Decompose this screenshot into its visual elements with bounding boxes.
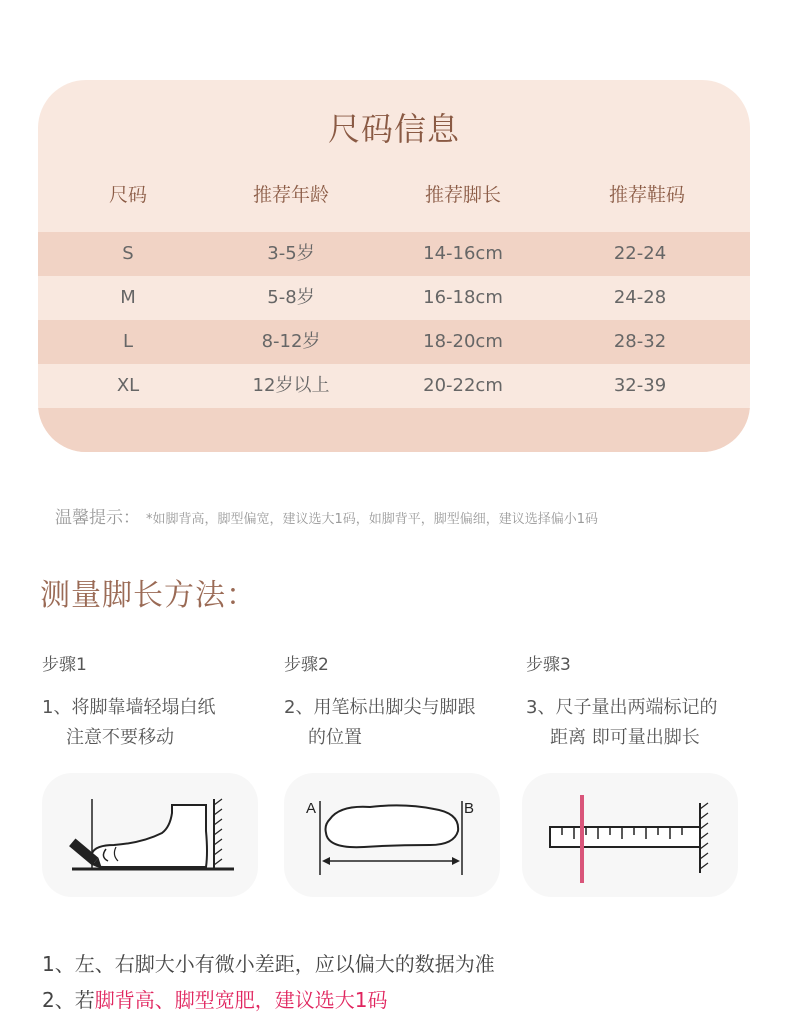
tip-label: 温馨提示：	[55, 508, 140, 528]
cell-shoe-size: 28-32	[613, 331, 667, 352]
cell-age: 3-5岁	[267, 243, 315, 264]
illustration-footprint	[284, 773, 500, 897]
illustration-foot-wall	[42, 773, 258, 897]
cell-size: L	[122, 331, 134, 352]
cell-size: S	[122, 243, 134, 264]
cell-age: 8-12岁	[261, 331, 321, 352]
table-row	[38, 232, 750, 276]
step-line-1: 3、尺子量出两端标记的	[526, 697, 718, 718]
cell-foot-length: 14-16cm	[423, 243, 503, 264]
table-row	[38, 320, 750, 364]
cell-shoe-size: 32-39	[613, 375, 667, 396]
illustration-ruler	[522, 773, 738, 897]
step-line-2: 的位置	[308, 727, 362, 748]
header-size: 尺码	[108, 184, 148, 206]
cell-size: M	[120, 287, 136, 308]
marker-a: A	[306, 800, 317, 817]
cell-age: 12岁以上	[252, 375, 330, 396]
table-bottom-band	[38, 408, 750, 452]
ruler-icon	[522, 773, 738, 897]
tip-line	[55, 503, 598, 528]
cell-foot-length: 18-20cm	[423, 331, 503, 352]
header-shoe-size: 推荐鞋码	[608, 184, 686, 206]
step-3	[526, 650, 766, 749]
note-1: 1、左、右脚大小有微小差距，应以偏大的数据为准	[42, 952, 495, 976]
cell-foot-length: 16-18cm	[423, 287, 503, 308]
cell-shoe-size: 22-24	[613, 243, 667, 264]
step-line-2: 注意不要移动	[66, 727, 174, 748]
table-row	[38, 364, 750, 408]
step-title: 步骤1	[42, 655, 87, 675]
step-2	[284, 650, 524, 749]
size-info-card	[38, 80, 750, 452]
step-line-1: 1、将脚靠墙轻塌白纸	[42, 697, 216, 718]
cell-age: 5-8岁	[267, 287, 315, 308]
measure-method-title: 测量脚长方法：	[40, 578, 257, 613]
foot-against-wall-icon	[42, 773, 258, 897]
marker-b: B	[464, 800, 475, 817]
footprint-outline-icon	[284, 773, 500, 897]
cell-size: XL	[116, 375, 140, 396]
size-table-title: 尺码信息	[327, 110, 460, 148]
step-line-1: 2、用笔标出脚尖与脚跟	[284, 697, 476, 718]
tip-text: *如脚背高，脚型偏宽，建议选大1码，如脚背平，脚型偏细，建议选择偏小1码	[146, 512, 599, 527]
header-foot-length: 推荐脚长	[424, 184, 502, 206]
step-title: 步骤2	[284, 655, 329, 675]
cell-foot-length: 20-22cm	[423, 375, 503, 396]
note-2-prefix: 2、若	[42, 988, 95, 1012]
cell-shoe-size: 24-28	[613, 287, 667, 308]
table-row	[38, 276, 750, 320]
step-line-2: 距离 即可量出脚长	[550, 727, 700, 748]
header-age: 推荐年龄	[252, 184, 330, 206]
note-2-highlight: 脚背高、脚型宽肥，建议选大1码	[94, 988, 388, 1012]
step-title: 步骤3	[526, 655, 571, 675]
step-1	[42, 650, 282, 749]
note-2	[42, 984, 387, 1013]
